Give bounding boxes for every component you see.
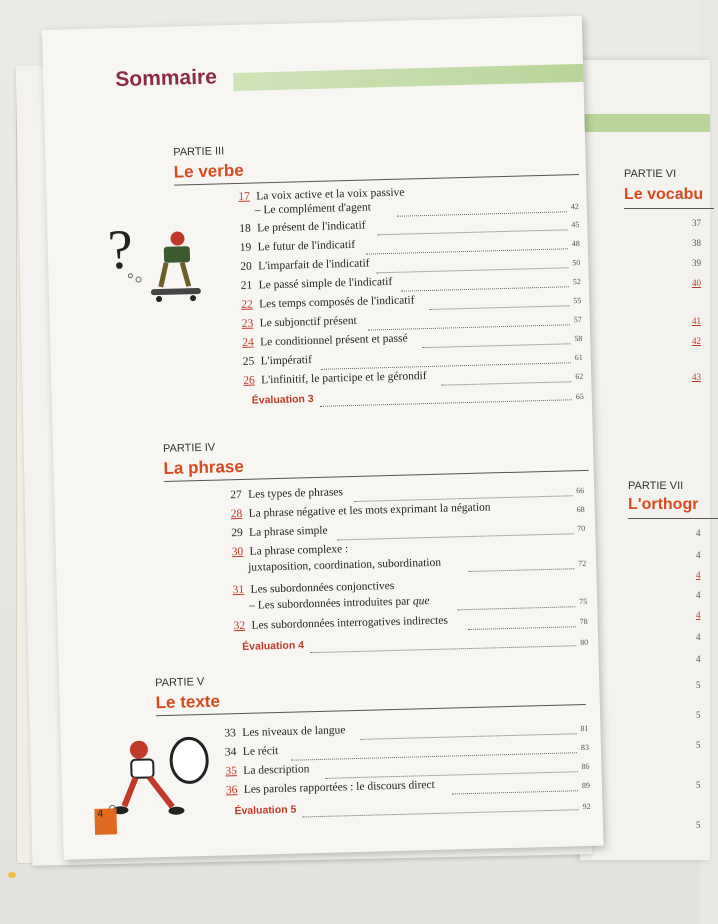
page-ref: 66: [576, 485, 585, 496]
toc-item: 28 La phrase négative et les mots exprimant la négation: [230, 501, 491, 521]
page-ref: 55: [573, 295, 582, 306]
page-title: Sommaire: [115, 65, 218, 92]
toc-item-continuation: – Les subordonnées introduites par que: [248, 595, 430, 612]
toc-item: 33 Les niveaux de langue: [224, 724, 346, 740]
dot-leader: [377, 228, 567, 235]
page-ref: 81: [580, 723, 589, 734]
page-ref: 83: [580, 742, 590, 753]
dot-leader: [366, 247, 568, 254]
evaluation-label: Évaluation 4: [242, 639, 305, 653]
dot-leader: [361, 732, 577, 740]
toc-item: 17 La voix active et la voix passive: [238, 186, 405, 203]
dot-leader: [422, 342, 570, 348]
dot-leader: [441, 380, 571, 385]
toc-item: 24 Le conditionnel présent et passé: [242, 332, 408, 349]
right-num: 5: [696, 820, 701, 830]
right-num: 4: [696, 590, 701, 600]
page-ref: 80: [580, 637, 589, 648]
evaluation-label: Évaluation 3: [251, 393, 314, 407]
page-ref: 75: [579, 596, 588, 607]
page-ref: 45: [571, 220, 580, 230]
dot-leader: [320, 398, 572, 407]
dot-leader: [468, 625, 576, 630]
toc-item: 31 Les subordonnées conjonctives: [232, 579, 395, 597]
partie-label: PARTIE V: [154, 675, 205, 690]
right-partie-vii-label: PARTIE VII: [628, 480, 684, 492]
skater-illustration: [107, 206, 210, 319]
right-num: 4: [696, 610, 701, 620]
page-ref: 58: [574, 333, 583, 344]
right-num: 5: [696, 680, 701, 690]
toc-item: 22 Les temps composés de l'indicatif: [241, 294, 415, 311]
partie-rule: [156, 704, 586, 716]
dot-leader: [457, 605, 575, 610]
right-rule-vii: [628, 518, 718, 519]
toc-item: 18 Le présent de l'indicatif: [239, 219, 366, 235]
table-crumb: [8, 872, 16, 878]
evaluation-label: Évaluation 5: [234, 803, 297, 818]
page-ref: 65: [575, 391, 584, 402]
right-partie-vii-title: L'orthogr: [628, 496, 699, 513]
dot-leader: [401, 285, 569, 291]
toc-item: 23 Le subjonctif présent: [241, 314, 357, 330]
right-num: 4: [696, 528, 701, 538]
right-num: 42: [692, 336, 701, 346]
toc-item: 19 Le futur de l'indicatif: [239, 238, 356, 254]
partie-label: PARTIE III: [173, 145, 225, 159]
toc-item: 30 La phrase complexe :: [231, 543, 349, 559]
partie-label: PARTIE IV: [162, 441, 216, 455]
dot-leader: [429, 304, 569, 310]
partie-title: La phrase: [163, 456, 245, 478]
toc-item: 29 La phrase simple: [231, 524, 328, 540]
toc-item: 20 L'imparfait de l'indicatif: [240, 257, 370, 273]
page-ref: 68: [576, 504, 585, 515]
right-green-band: [580, 114, 710, 132]
right-partie-vi-label: PARTIE VI: [624, 168, 677, 180]
toc-item: 32 Les subordonnées interrogatives indirectes: [233, 614, 449, 633]
page-ref: 70: [577, 523, 586, 534]
page-ref: 42: [570, 202, 579, 212]
page-ref: 57: [573, 314, 582, 325]
page-ref: 50: [572, 257, 581, 268]
toc-item: 25 L'impératif: [242, 354, 313, 368]
right-num: 37: [692, 218, 701, 228]
toc-item: 21 Le passé simple de l'indicatif: [240, 275, 393, 292]
right-num: 41: [692, 316, 701, 326]
dot-leader: [452, 789, 578, 794]
toc-item: 35 La description: [225, 763, 310, 778]
page-ref: 89: [581, 780, 591, 791]
dot-leader: [368, 323, 570, 330]
right-num: 40: [692, 278, 701, 288]
page-ref: 62: [575, 371, 584, 382]
right-num: 5: [696, 780, 701, 790]
toc-item: 34 Le récit: [224, 745, 279, 759]
dot-leader: [376, 266, 568, 273]
dot-leader: [303, 808, 579, 817]
page-ref: 72: [578, 558, 587, 569]
right-num: 4: [696, 570, 701, 580]
right-partie-vi-title: Le vocabu: [624, 186, 704, 203]
right-num: 5: [696, 710, 701, 720]
page-ref: 78: [579, 616, 588, 627]
right-num: 4: [696, 550, 701, 560]
page-number-badge: 4: [94, 808, 117, 835]
toc-item: 27 Les types de phrases: [230, 486, 344, 502]
page-ref: 52: [572, 276, 581, 287]
partie-title: Le verbe: [173, 160, 244, 182]
dot-leader: [337, 532, 573, 540]
right-num: 38: [692, 238, 701, 248]
right-num: 4: [696, 654, 701, 664]
page-ref: 48: [571, 238, 580, 249]
partie-title: Le texte: [155, 691, 221, 713]
right-num: 43: [692, 372, 701, 382]
toc-item-continuation: juxtaposition, coordination, subordination: [247, 556, 442, 574]
right-num: 4: [696, 632, 701, 642]
dot-leader: [326, 770, 578, 779]
page-ref: 61: [574, 352, 583, 363]
right-num: 39: [692, 258, 701, 268]
toc-item: 26 L'infinitif, le participe et le gérondif: [243, 370, 427, 387]
dot-leader: [310, 644, 576, 653]
dot-leader: [321, 361, 571, 370]
page-ref: 92: [582, 801, 591, 812]
toc-item: – Le complément d'agent: [254, 201, 371, 217]
question-mark-icon: ?: [106, 218, 134, 282]
dot-leader: [354, 494, 572, 502]
page-ref: 86: [581, 761, 590, 772]
dot-leader: [291, 751, 577, 760]
right-rule-vi: [624, 208, 714, 209]
title-green-band: [233, 64, 583, 91]
dot-leader: [397, 210, 567, 216]
right-num: 5: [696, 740, 701, 750]
runner-illustration: [100, 726, 213, 829]
toc-item: 36 Les paroles rapportées : le discours direct: [225, 778, 435, 797]
toc-page: [42, 16, 604, 860]
dot-leader: [468, 567, 574, 572]
